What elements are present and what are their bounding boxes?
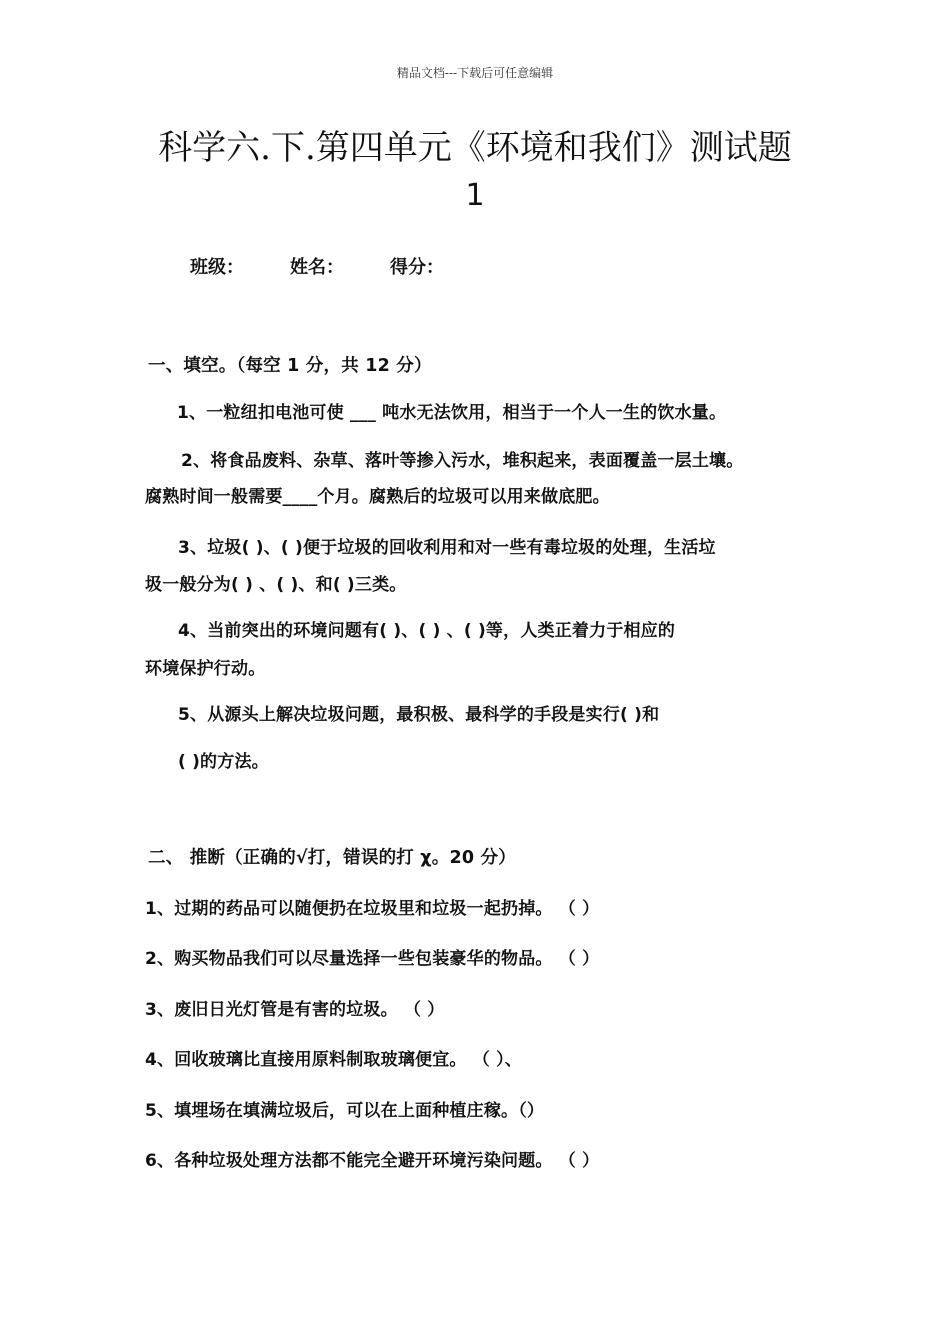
- section2-heading: 二、 推断（正确的√打，错误的打 χ。20 分）: [148, 848, 516, 868]
- score-label: 得分：: [390, 257, 444, 278]
- title-line1: 科学六.下.第四单元《环境和我们》测试题: [158, 128, 792, 168]
- question-2-line1: 2、将食品废料、杂草、落叶等掺入污水，堆积起来，表面覆盖一层土壤。: [181, 451, 744, 471]
- header-note: 精品文档---下载后可任意编辑: [396, 66, 554, 80]
- title-line2: 1: [465, 178, 485, 213]
- question-4-line2: 环境保护行动。: [145, 659, 266, 679]
- class-label: 班级：: [190, 257, 244, 278]
- question-3-line1: 3、垃圾( )、( )便于垃圾的回收利用和对一些有毒垃圾的处理，生活垃: [178, 538, 716, 558]
- judgement-item: 6、各种垃圾处理方法都不能完全避开环境污染问题。 （ ）: [145, 1151, 600, 1171]
- question-5-line1: 5、从源头上解决垃圾问题，最积极、最科学的手段是实行( )和: [178, 705, 660, 725]
- judgement-item: 5、填埋场在填满垃圾后，可以在上面种植庄稼。（）: [145, 1101, 545, 1121]
- judgement-item: 3、废旧日光灯管是有害的垃圾。 （ ）: [145, 1000, 445, 1020]
- section1-heading: 一、填空。（每空 1 分，共 12 分）: [148, 356, 432, 376]
- name-label: 姓名：: [290, 257, 344, 278]
- question-2-line2: 腐熟时间一般需要____个月。腐熟后的垃圾可以用来做底肥。: [145, 487, 610, 507]
- question-4-line1: 4、当前突出的环境问题有( )、( ) 、( )等，人类正着力于相应的: [178, 621, 676, 641]
- question-3-line2: 圾一般分为( ) 、( )、和( )三类。: [145, 575, 407, 595]
- judgement-item: 1、过期的药品可以随便扔在垃圾里和垃圾一起扔掉。 （ ）: [145, 899, 600, 919]
- page-title: [90, 124, 860, 220]
- judgement-item: 2、购买物品我们可以尽量选择一些包装豪华的物品。 （ ）: [145, 949, 600, 969]
- question-5-line2: ( )的方法。: [178, 752, 269, 772]
- question-1: 1、一粒纽扣电池可使 ___ 吨水无法饮用，相当于一个人一生的饮水量。: [177, 403, 727, 423]
- judgement-item: 4、回收玻璃比直接用原料制取玻璃便宜。 （ ）、: [145, 1050, 522, 1070]
